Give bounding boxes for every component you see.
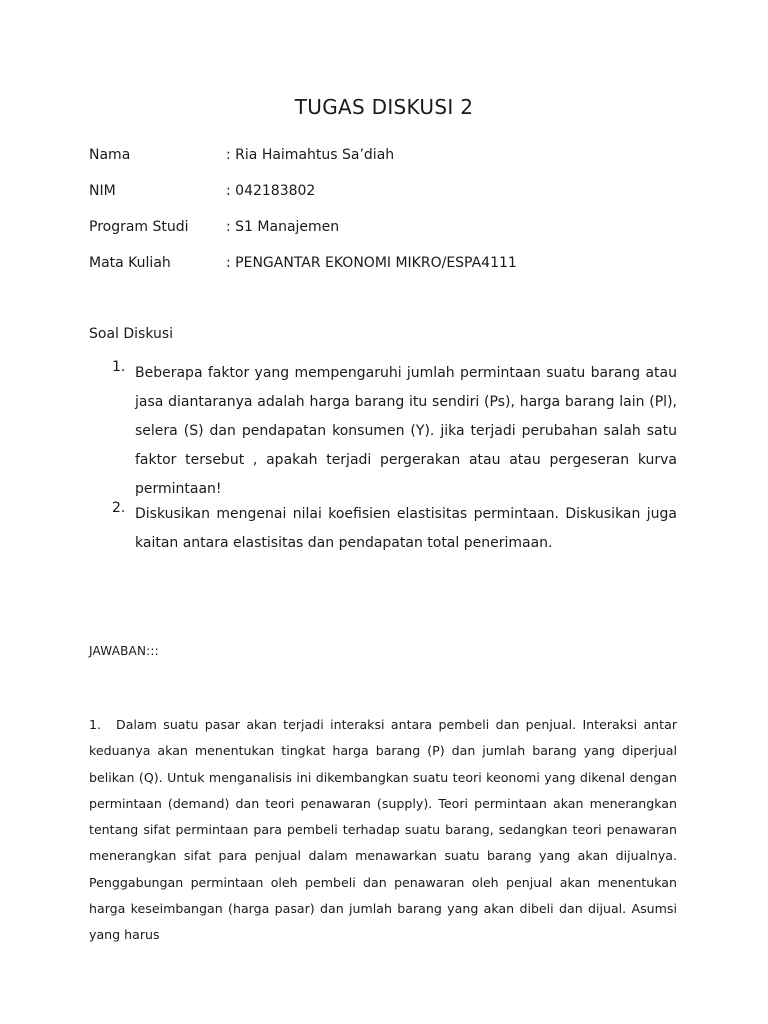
- info-label: Program Studi: [89, 219, 189, 235]
- jawaban-heading: JAWABAN:::: [89, 644, 159, 658]
- info-row-mata-kuliah: [89, 254, 517, 272]
- info-value: : PENGANTAR EKONOMI MIKRO/ESPA4111: [226, 255, 517, 271]
- question-number: 1.: [112, 359, 126, 375]
- question-text: Diskusikan mengenai nilai koefisien elastisitas permintaan. Diskusikan juga kaitan antara elastisitas dan pendapatan total penerimaan.: [135, 506, 677, 551]
- info-row-nim: [89, 182, 315, 200]
- document-title: TUGAS DISKUSI 2: [294, 95, 474, 119]
- question-text: Beberapa faktor yang mempengaruhi jumlah permintaan suatu barang atau jasa diantaranya adalah harga barang itu sendiri (Ps), harga barang lain (Pl), selera (S) dan pendapatan konsumen (Y). jika terjadi perubahan salah satu faktor tersebut , apakah terjadi pergerakan atau atau pergeseran kurva permintaan!: [135, 365, 677, 497]
- info-value: : S1 Manajemen: [226, 219, 340, 235]
- info-value: : 042183802: [226, 183, 316, 199]
- info-row-program-studi: [89, 218, 339, 236]
- question-number: 2.: [112, 500, 126, 516]
- info-row-nama: [89, 146, 394, 164]
- answer-paragraph: [89, 712, 677, 949]
- info-label: Nama: [89, 147, 131, 163]
- answer-number: 1.: [89, 717, 102, 732]
- info-label: NIM: [89, 183, 116, 199]
- answer-text: Dalam suatu pasar akan terjadi interaksi antara pembeli dan penjual. Interaksi antar keduanya akan menentukan tingkat harga barang (P) dan jumlah barang yang diperjual belikan (Q). Untuk menganalisis ini dikembangkan suatu teori keonomi yang dikenal dengan permintaan (demand) dan teori penawaran (supply). Teori permintaan akan menerangkan tentang sifat permintaan para pembeli terhadap suatu barang, sedangkan teori penawaran menerangkan sifat para penjual dalam menawarkan suatu barang yang akan dijualnya. Penggabungan permintaan oleh pembeli dan penawaran oleh penjual akan menentukan harga keseimbangan (harga pasar) dan jumlah barang yang akan dibeli dan dijual. Asumsi yang harus: [89, 717, 677, 943]
- soal-heading: Soal Diskusi: [89, 326, 174, 342]
- info-value: : Ria Haimahtus Sa’diah: [226, 147, 395, 163]
- info-label: Mata Kuliah: [89, 255, 171, 271]
